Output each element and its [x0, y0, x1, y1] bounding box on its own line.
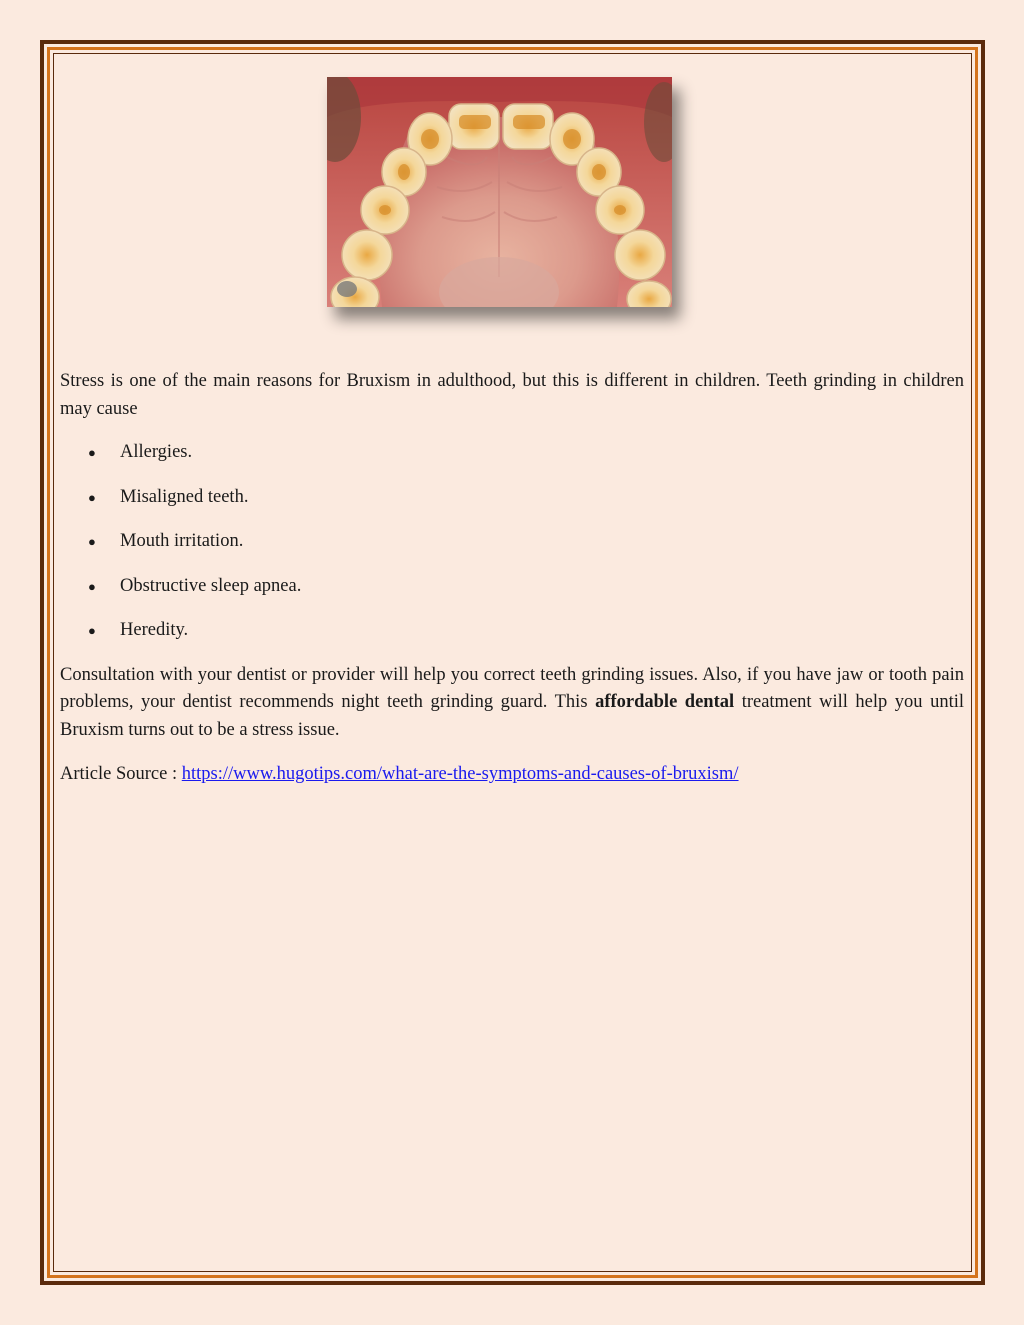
- teeth-photo: [327, 77, 672, 307]
- source-label: Article Source :: [60, 764, 182, 784]
- affordable-dental-keyword: affordable dental: [595, 692, 735, 712]
- consultation-text-end: treatment will help you until Bruxism turns out to be a stress issue.: [60, 692, 964, 740]
- bullet-icon: ●: [88, 445, 96, 460]
- bullet-icon: ●: [88, 623, 96, 638]
- list-item: [60, 573, 964, 600]
- list-item-text: Mouth irritation.: [120, 531, 244, 551]
- causes-list: [60, 439, 964, 644]
- list-item-text: Heredity.: [120, 620, 189, 640]
- article-body: [60, 368, 964, 789]
- list-item: [60, 439, 964, 466]
- intro-paragraph: Stress is one of the main reasons for Bruxism in adulthood, but this is different in children. Teeth grinding in children may cause: [60, 371, 964, 419]
- list-item: [60, 617, 964, 644]
- list-item: [60, 484, 964, 511]
- list-item-text: Obstructive sleep apnea.: [120, 575, 302, 596]
- list-item-text: Misaligned teeth.: [120, 486, 249, 507]
- list-item-text: Allergies.: [120, 442, 193, 462]
- bullet-icon: ●: [88, 489, 96, 505]
- bullet-icon: ●: [88, 578, 96, 594]
- consultation-paragraph: [60, 662, 964, 745]
- bullet-icon: ●: [88, 534, 96, 549]
- source-link[interactable]: https://www.hugotips.com/what-are-the-symptoms-and-causes-of-bruxism/: [181, 764, 739, 784]
- consultation-text: Consultation with your dentist or provider will help you correct teeth grinding issues. Also, if you have jaw or tooth pain problems, your dentist recommends night teeth grinding guard. This: [60, 664, 964, 712]
- article-source: [60, 761, 964, 789]
- list-item: [60, 528, 964, 555]
